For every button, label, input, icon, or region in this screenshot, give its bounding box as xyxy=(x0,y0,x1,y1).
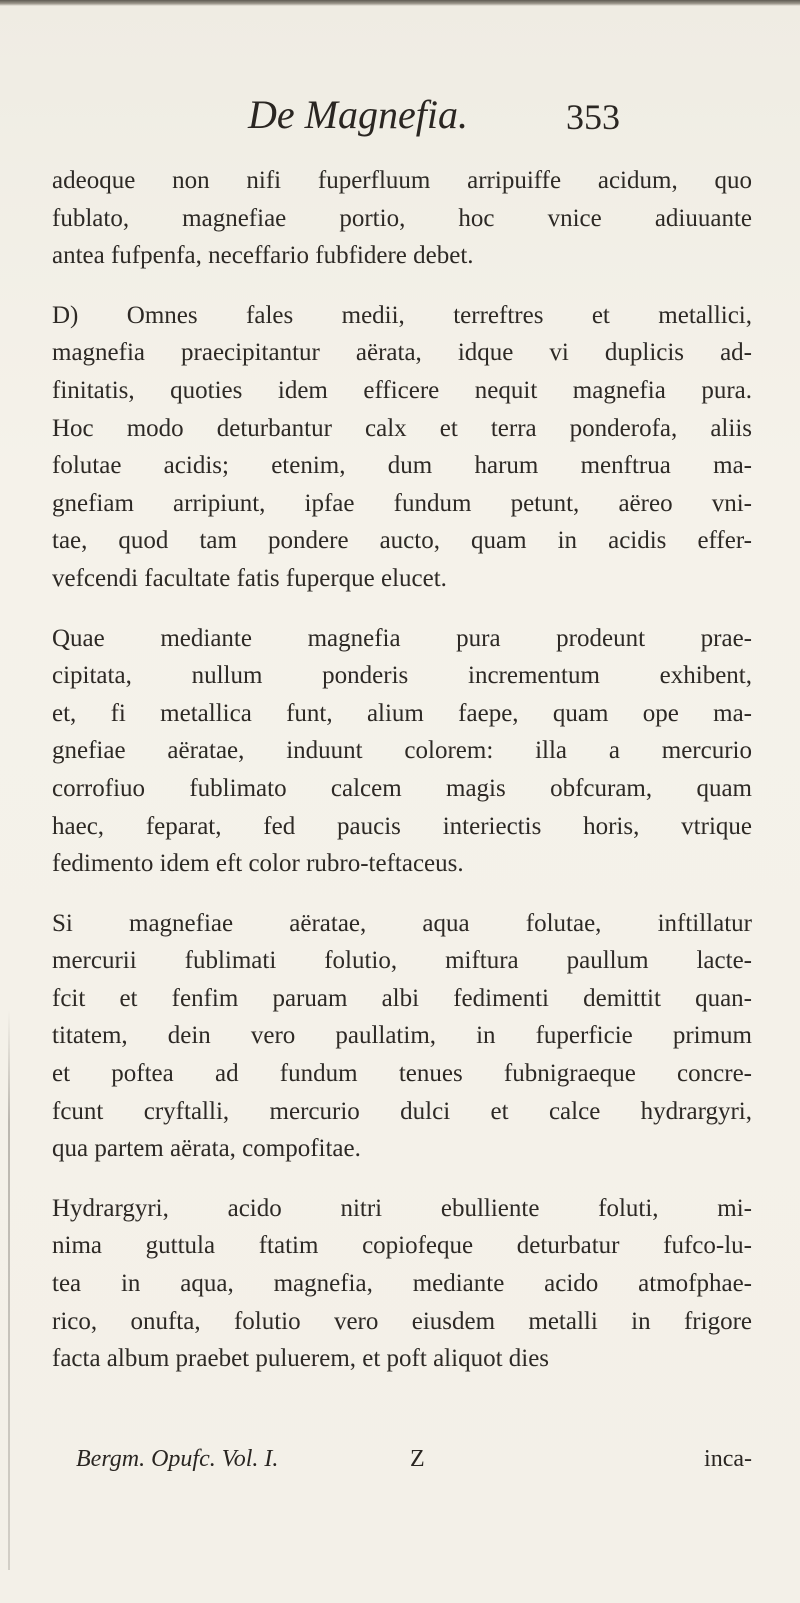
text-line: rico, onufta, folutio vero eiusdem metalli in frigore xyxy=(52,1307,752,1335)
text-line: magnefia praecipitantur aërata, idque vi duplicis ad- xyxy=(52,339,752,367)
page-header xyxy=(0,90,800,140)
footer-signature: Bergm. Opufc. Vol. I. xyxy=(76,1446,279,1472)
text-line: cipitata, nullum ponderis incrementum exhibent, xyxy=(52,662,752,690)
paragraph xyxy=(52,162,752,275)
text-line: gnefiam arripiunt, ipfae fundum petunt, aëreo vni- xyxy=(52,489,752,517)
text-line: fublato, magnefiae portio, hoc vnice adiuuante xyxy=(52,204,752,232)
text-line: nima guttula ftatim copiofeque deturbatur fufco-lu- xyxy=(52,1232,752,1260)
text-line: tea in aqua, magnefia, mediante acido atmofphae- xyxy=(52,1270,752,1298)
text-line: vefcendi facultate fatis fuperque elucet. xyxy=(52,564,447,592)
paragraph xyxy=(52,905,752,1168)
text-line: titatem, dein vero paullatim, in fuperficie primum xyxy=(52,1022,752,1050)
running-title: De Magnefia. xyxy=(248,92,468,137)
text-line: Si magnefiae aëratae, aqua folutae, inftillatur xyxy=(52,909,752,937)
sheet-mark: Z xyxy=(410,1446,425,1472)
text-line: folutae acidis; etenim, dum harum menftrua ma- xyxy=(52,452,752,480)
text-line: qua partem aërata, compofitae. xyxy=(52,1135,361,1163)
paragraph xyxy=(52,297,752,598)
paragraph-gap xyxy=(52,598,752,620)
text-line: gnefiae aëratae, induunt colorem: illa a mercurio xyxy=(52,737,752,765)
paragraph xyxy=(52,620,752,883)
text-line: fcit et fenfim paruam albi fedimenti demittit quan- xyxy=(52,984,752,1012)
text-line: tae, quod tam pondere aucto, quam in acidis effer- xyxy=(52,527,752,555)
paragraph-gap xyxy=(52,1168,752,1190)
text-line: et, fi metallica funt, alium faepe, quam ope ma- xyxy=(52,699,752,727)
text-line: Hoc modo deturbantur calx et terra ponderofa, aliis xyxy=(52,414,752,442)
text-line: Quae mediante magnefia pura prodeunt prae- xyxy=(52,624,752,652)
paragraph-gap xyxy=(52,275,752,297)
body-text xyxy=(52,162,752,1378)
paragraph-gap xyxy=(52,883,752,905)
text-line: adeoque non nifi fuperfluum arripuiffe acidum, quo xyxy=(52,167,752,194)
page-footer xyxy=(52,1440,752,1478)
text-line: et poftea ad fundum tenues fubnigraeque concre- xyxy=(52,1060,752,1088)
text-line: fcunt cryftalli, mercurio dulci et calce hydrargyri, xyxy=(52,1097,752,1125)
page-crease xyxy=(8,1010,10,1570)
paragraph xyxy=(52,1190,752,1378)
text-line: finitatis, quoties idem efficere nequit magnefia pura. xyxy=(52,376,752,404)
text-line: mercurii fublimati folutio, miftura paullum lacte- xyxy=(52,947,752,975)
text-line: antea fufpenfa, neceffario fubfidere debet. xyxy=(52,242,474,270)
text-line: haec, feparat, fed paucis interiectis horis, vtrique xyxy=(52,812,752,840)
page-top-edge xyxy=(0,0,800,6)
page-number: 353 xyxy=(566,97,620,137)
text-line: D) Omnes fales medii, terreftres et metallici, xyxy=(52,301,752,329)
text-line: fedimento idem eft color rubro-teftaceus. xyxy=(52,850,464,878)
catchword: inca- xyxy=(704,1446,752,1472)
text-line: Hydrargyri, acido nitri ebulliente foluti, mi- xyxy=(52,1194,752,1222)
text-line: facta album praebet puluerem, et poft aliquot dies xyxy=(52,1345,550,1373)
text-line: corrofiuo fublimato calcem magis obfcuram, quam xyxy=(52,774,752,802)
